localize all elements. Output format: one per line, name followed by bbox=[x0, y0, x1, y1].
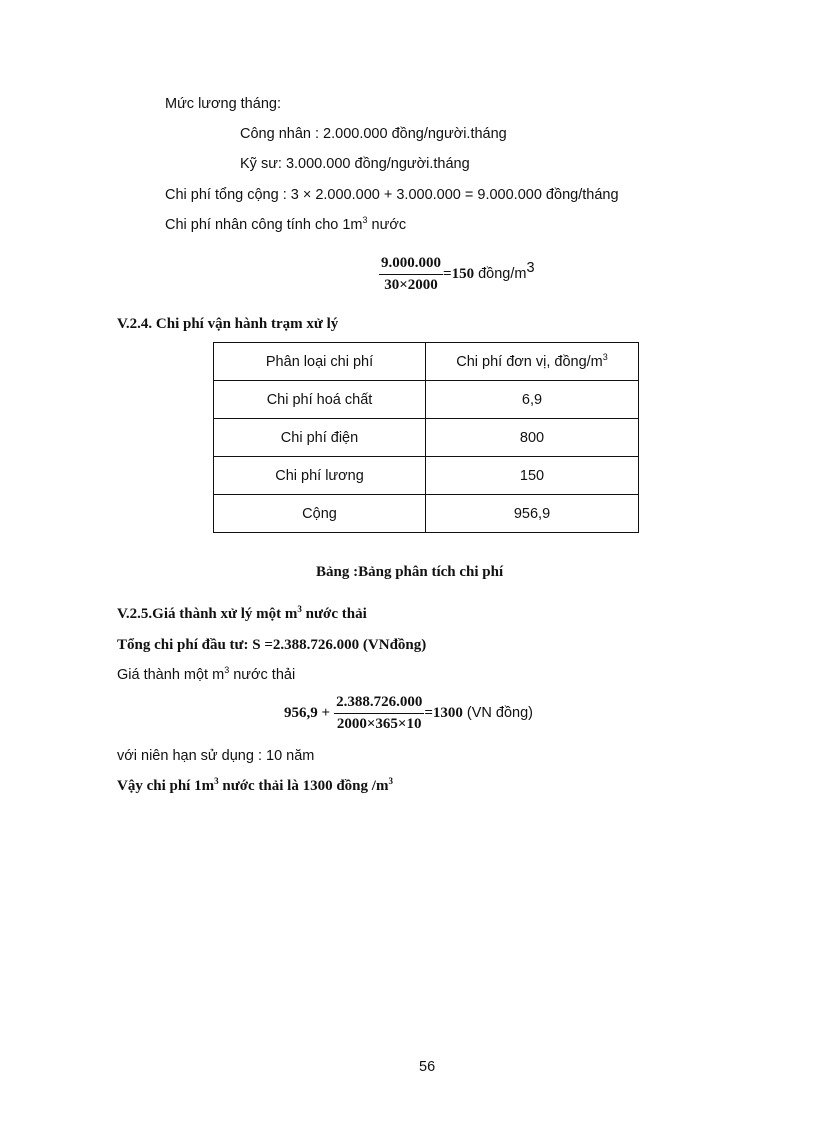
labor-per-m3 bbox=[165, 217, 406, 233]
lifetime-text: với niên hạn sử dụng : 10 năm bbox=[117, 748, 315, 764]
formula-unit-sup: 3 bbox=[526, 259, 535, 276]
formula-unit: đồng/m bbox=[474, 266, 527, 283]
conclusion-prefix: Vậy chi phí 1m bbox=[117, 778, 215, 794]
unit-price-label-suffix: nước thải bbox=[229, 667, 296, 683]
formula-lead: 956,9 + bbox=[284, 705, 331, 722]
equals-sign: = bbox=[424, 705, 433, 722]
fraction bbox=[379, 255, 443, 294]
section-v24-heading: V.2.4. Chi phí vận hành trạm xử lý bbox=[117, 316, 339, 332]
formula-unit: (VN đồng) bbox=[462, 705, 533, 722]
section-v25-heading-text: V.2.5.Giá thành xử lý một m bbox=[117, 606, 298, 622]
table-cell-type: Cộng bbox=[214, 495, 426, 533]
equals-sign: = bbox=[443, 266, 452, 283]
conclusion-sup2: 3 bbox=[388, 776, 393, 786]
salary-worker: Công nhân : 2.000.000 đồng/người.tháng bbox=[240, 126, 507, 142]
table-row bbox=[214, 457, 639, 495]
table-cell-cost: 6,9 bbox=[426, 381, 639, 419]
section-v25-heading-suffix: nước thải bbox=[301, 606, 367, 622]
table-caption: Bảng :Bảng phân tích chi phí bbox=[316, 564, 504, 580]
section-v25-heading bbox=[117, 606, 367, 623]
table-cell-cost: 150 bbox=[426, 457, 639, 495]
total-investment: Tổng chi phí đầu tư: S =2.388.726.000 (VNđồng) bbox=[117, 637, 427, 653]
table-cell-cost: 800 bbox=[426, 419, 639, 457]
fraction-denominator: 30×2000 bbox=[384, 277, 438, 293]
page-number: 56 bbox=[419, 1059, 436, 1075]
formula-result: 150 bbox=[451, 266, 475, 283]
unit-price-label-text: Giá thành một m bbox=[117, 667, 225, 683]
table-cell-type: Chi phí lương bbox=[214, 457, 426, 495]
fraction-numerator: 9.000.000 bbox=[379, 255, 443, 275]
conclusion-text bbox=[117, 778, 393, 795]
fraction-numerator: 2.388.726.000 bbox=[334, 694, 424, 714]
table-cell-type: Chi phí điện bbox=[214, 419, 426, 457]
formula-result: 1300 bbox=[432, 705, 463, 722]
salary-total: Chi phí tổng cộng : 3 × 2.000.000 + 3.000.000 = 9.000.000 đồng/tháng bbox=[165, 187, 619, 203]
table-header-cost-text: Chi phí đơn vị, đồng/m bbox=[456, 353, 603, 370]
table-row bbox=[214, 495, 639, 533]
fraction bbox=[334, 694, 424, 733]
salary-engineer: Kỹ sư: 3.000.000 đồng/người.tháng bbox=[240, 156, 470, 172]
salary-heading: Mức lương tháng: bbox=[165, 96, 281, 112]
table-header-type: Phân loại chi phí bbox=[214, 343, 426, 381]
section-v25-heading-sup: 3 bbox=[297, 604, 302, 614]
conclusion-sup: 3 bbox=[214, 776, 219, 786]
unit-price-label bbox=[117, 667, 295, 683]
formula-unit-price bbox=[284, 694, 533, 733]
conclusion-suffix: nước thải là 1300 đồng /m bbox=[218, 778, 389, 794]
labor-per-m3-text: Chi phí nhân công tính cho 1m bbox=[165, 217, 363, 233]
table-cell-cost: 956,9 bbox=[426, 495, 639, 533]
labor-per-m3-sup: 3 bbox=[362, 215, 368, 226]
fraction-denominator: 2000×365×10 bbox=[336, 716, 422, 732]
table-header-cost bbox=[426, 343, 639, 381]
labor-per-m3-suffix: nước bbox=[367, 217, 407, 233]
table-row bbox=[214, 381, 639, 419]
cost-table bbox=[213, 342, 639, 533]
formula-labor-cost bbox=[379, 255, 535, 294]
unit-price-label-sup: 3 bbox=[224, 665, 230, 676]
table-cell-type: Chi phí hoá chất bbox=[214, 381, 426, 419]
table-header-row bbox=[214, 343, 639, 381]
table-header-cost-sup: 3 bbox=[602, 351, 608, 362]
table-row bbox=[214, 419, 639, 457]
